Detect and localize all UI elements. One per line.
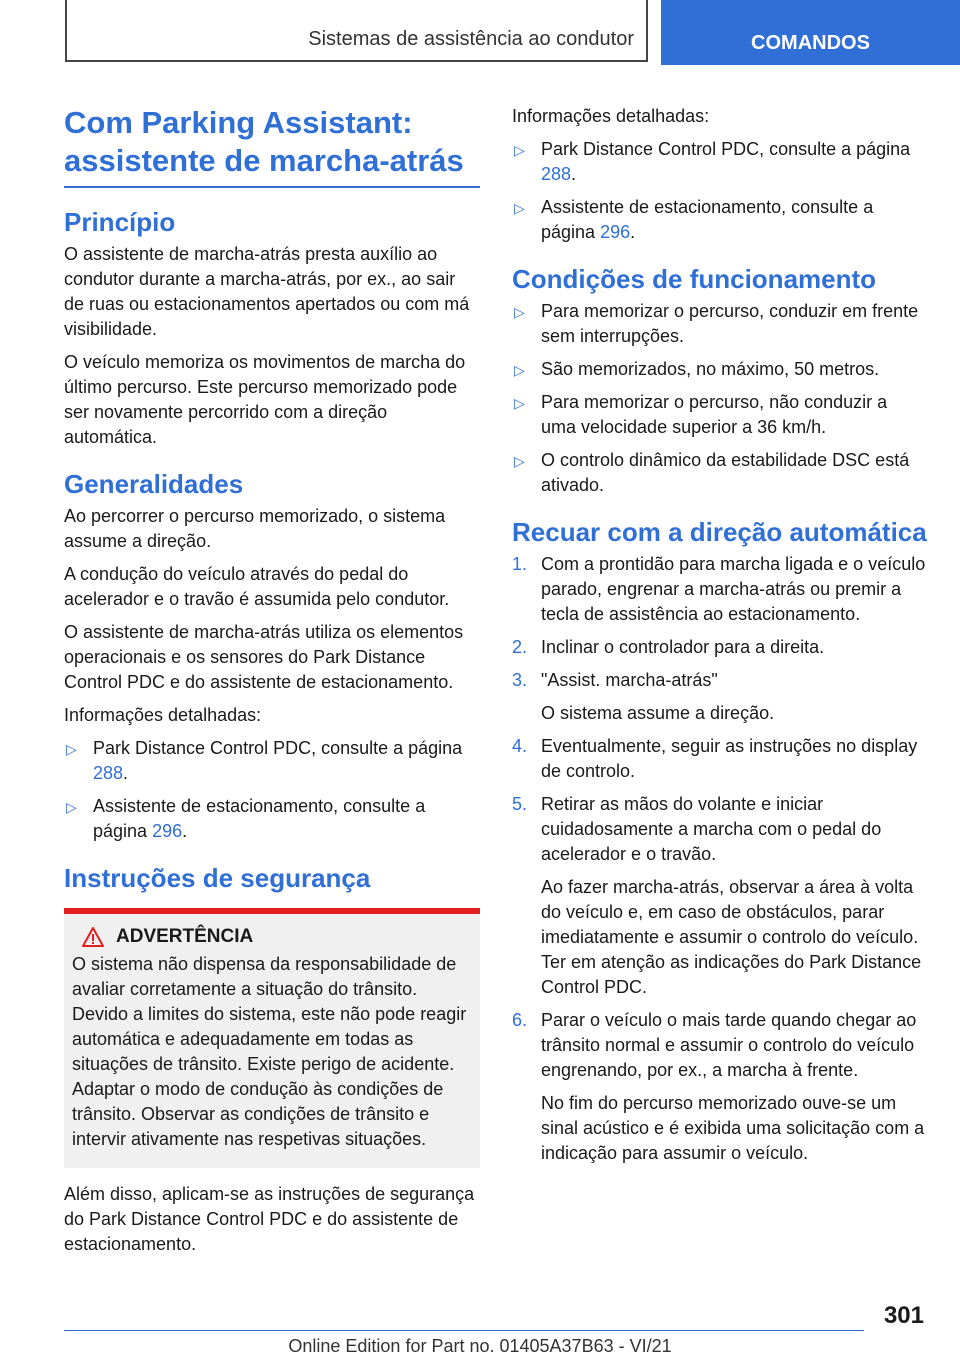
warning-heading: ADVERTÊNCIA — [72, 926, 472, 948]
paragraph: Além disso, aplicam-se as instruções de segurança do Park Distance Control PDC e do assistente de estacionamento. — [64, 1184, 475, 1254]
triangle-bullet-icon: ▷ — [514, 200, 525, 216]
paragraph: O veículo memoriza os movimentos de marcha do último percurso. Este percurso memorizado pode ser novamente percorrido com a direção automática. — [64, 352, 466, 447]
triangle-bullet-icon: ▷ — [514, 304, 525, 320]
left-column — [64, 104, 479, 1265]
warning-text: O sistema não dispensa da responsabilidade de avaliar corretamente a situação do trânsito. Devido a limites do sistema, este não pode reagir automática e adequadamente em todas as situações de trânsito. Existe perigo de acidente. Adaptar o modo de condução às condições de trânsito. Observar as condições de trânsito e intervir ativamente nas respetivas situações. — [72, 954, 467, 1149]
info-label: Informações detalhadas: — [64, 705, 262, 725]
step-item: 1. Com a prontidão para marcha ligada e o veículo parado, engrenar a marcha-atrás ou premir a tecla de assistência ao estacionamento. — [512, 554, 926, 624]
triangle-bullet-icon: ▷ — [66, 799, 77, 815]
step-item: 5. Retirar as mãos do volante e iniciar cuidadosamente a marcha com o pedal do acelerador e o travão. Ao fazer marcha-atrás, observar a área à volta do veículo e, em caso de obstáculos, parar imediatamente e assumir o controlo do veículo. Ter em atenção as indicações do Park Distance Control PDC. — [512, 792, 927, 1000]
triangle-bullet-icon: ▷ — [514, 395, 525, 411]
warning-triangle-icon — [82, 927, 104, 947]
page-link[interactable]: 296 — [600, 222, 631, 242]
right-column — [512, 104, 927, 1174]
header-frame — [65, 0, 648, 62]
edition-footer: Online Edition for Part no. 01405A37B63 - VI/21 — [288, 1336, 672, 1356]
triangle-bullet-icon: ▷ — [66, 741, 77, 757]
heading-recuar: Recuar com a direção automática — [512, 517, 927, 547]
heading-seguranca: Instruções de segurança — [64, 863, 371, 893]
steps-list — [512, 552, 927, 1166]
paragraph: Ao percorrer o percurso memorizado, o sistema assume a direção. — [64, 506, 446, 551]
list-item: ▷ O controlo dinâmico da estabilidade DSC está ativado. — [514, 450, 910, 495]
info-label: Informações detalhadas: — [512, 106, 710, 126]
list-item: ▷ Para memorizar o percurso, conduzir em frente sem interrupções. — [514, 301, 919, 346]
page-link[interactable]: 288 — [541, 164, 572, 184]
step-note: No fim do percurso memorizado ouve-se um sinal acústico e é exibida uma solicitação com a indicação para assumir o veículo. — [541, 1093, 925, 1163]
step-item: 3. "Assist. marcha-atrás" O sistema assume a direção. — [512, 668, 927, 726]
page-number: 301 — [883, 1302, 924, 1329]
step-item: 2. Inclinar o controlador para a direita. — [512, 637, 825, 657]
triangle-bullet-icon: ▷ — [514, 453, 525, 469]
warning-box — [64, 914, 480, 1168]
reference-list — [64, 736, 479, 844]
page-title: Com Parking Assistant: assistente de marcha-atrás — [64, 104, 480, 188]
paragraph: O assistente de marcha-atrás utiliza os elementos operacionais e os sensores do Park Distance Control PDC e do assistente de estacionamento. — [64, 622, 464, 692]
paragraph: A condução do veículo através do pedal do acelerador e o travão é assumida pelo condutor. — [64, 564, 450, 609]
step-item: 6. Parar o veículo o mais tarde quando chegar ao trânsito normal e assumir o controlo do veículo engrenando, por ex., a marcha à frente. No fim do percurso memorizado ouve-se um sinal acústico e é exibida uma solicitação com a indicação para assumir o veículo. — [512, 1008, 927, 1166]
footer-divider — [64, 1330, 864, 1331]
section-title: Sistemas de assistência ao condutor — [308, 28, 634, 50]
heading-condicoes: Condições de funcionamento — [512, 264, 877, 294]
heading-principio: Princípio — [64, 207, 176, 237]
triangle-bullet-icon: ▷ — [514, 142, 525, 158]
step-item: 4. Eventualmente, seguir as instruções no display de controlo. — [512, 736, 918, 781]
chapter-tab[interactable]: COMANDOS — [661, 0, 960, 65]
list-item: ▷ Para memorizar o percurso, não conduzir a uma velocidade superior a 36 km/h. — [514, 392, 888, 437]
heading-generalidades: Generalidades — [64, 469, 244, 499]
list-item: ▷ Park Distance Control PDC, consulte a página 288. — [66, 738, 463, 783]
page-link[interactable]: 288 — [93, 763, 124, 783]
list-item: ▷ Assistente de estacionamento, consulte a página 296. — [66, 796, 426, 841]
list-item: ▷ Park Distance Control PDC, consulte a página 288. — [514, 139, 911, 184]
list-item: ▷ Assistente de estacionamento, consulte a página 296. — [514, 197, 874, 242]
triangle-bullet-icon: ▷ — [514, 362, 525, 378]
conditions-list — [512, 299, 927, 498]
list-item: ▷ São memorizados, no máximo, 50 metros. — [512, 357, 927, 382]
paragraph: O assistente de marcha-atrás presta auxílio ao condutor durante a marcha-atrás, por ex., ao sair de ruas ou estacionamentos apertados ou com má visibilidade. — [64, 244, 470, 339]
page-link[interactable]: 296 — [152, 821, 183, 841]
step-note: Ao fazer marcha-atrás, observar a área à volta do veículo e, em caso de obstáculos, parar imediatamente e assumir o controlo do veículo. Ter em atenção as indicações do Park Distance Control PDC. — [541, 877, 922, 997]
step-note: O sistema assume a direção. — [541, 703, 775, 723]
reference-list — [512, 137, 927, 245]
